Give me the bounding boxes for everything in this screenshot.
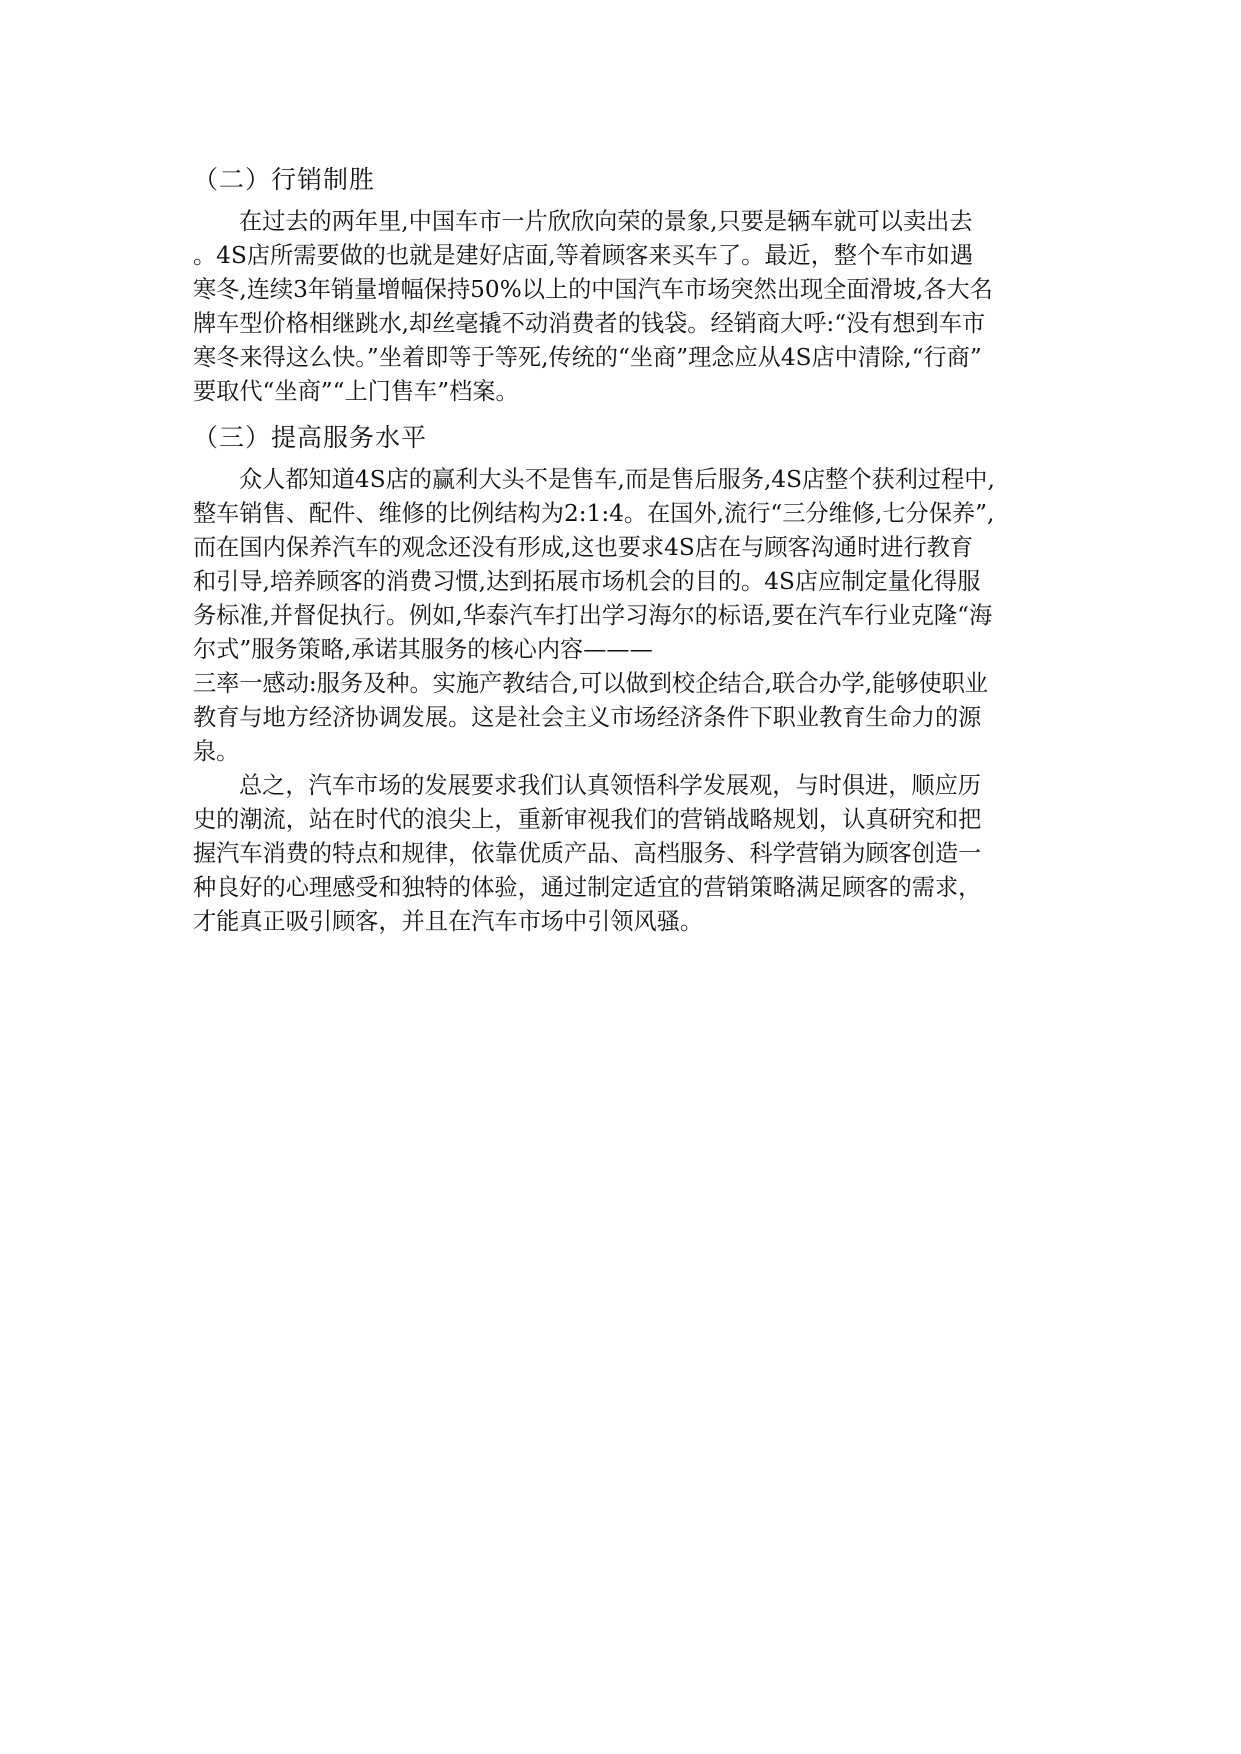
text-line: 牌车型价格相继跳水,却丝毫撬不动消费者的钱袋。经销商大呼:“没有想到车市 xyxy=(193,310,986,337)
paragraph xyxy=(193,205,1053,409)
text-line: 。4S店所需要做的也就是建好店面,等着顾客来买车了。最近，整个车市如遇 xyxy=(193,242,974,269)
section-heading: （二）行销制胜 xyxy=(193,165,376,194)
spacer xyxy=(193,409,1053,421)
text-line: 整车销售、配件、维修的比例结构为2:1:4。在国外,流行“三分维修,七分保养”, xyxy=(193,500,995,527)
text-line: 史的潮流，站在时代的浪尖上，重新审视我们的营销战略规划，认真研究和把 xyxy=(193,806,982,833)
text-line: 泉。 xyxy=(193,738,240,765)
text-line: 总之，汽车市场的发展要求我们认真领悟科学发展观，与时俱进，顺应历 xyxy=(239,772,981,799)
text-line: 要取代“坐商”“上门售车”档案。 xyxy=(193,378,519,405)
text-line: 握汽车消费的特点和规律，依靠优质产品、高档服务、科学营销为顾客创造一 xyxy=(193,840,982,867)
text-line: 在过去的两年里,中国车市一片欣欣向荣的景象,只要是辆车就可以卖出去 xyxy=(239,208,973,235)
text-line: 寒冬来得这么快。”坐着即等于等死,传统的“坐商”理念应从4S店中清除,“行商” xyxy=(193,344,982,371)
text-line: 才能真正吸引顾客，并且在汽车市场中引领风骚。 xyxy=(193,908,704,935)
text-line: 尔式”服务策略,承诺其服务的核心内容——— xyxy=(193,636,653,663)
text-line: 教育与地方经济协调发展。这是社会主义市场经济条件下职业教育生命力的源 xyxy=(193,704,982,731)
text-line: 种良好的心理感受和独特的体验，通过制定适宜的营销策略满足顾客的需求， xyxy=(193,874,982,901)
text-line: 而在国内保养汽车的观念还没有形成,这也要求4S店在与顾客沟通时进行教育 xyxy=(193,534,974,561)
text-line: 和引导,培养顾客的消费习惯,达到拓展市场机会的目的。4S店应制定量化得服 xyxy=(193,568,981,595)
paragraph xyxy=(193,769,1053,939)
text-line: 三率一感动:服务及种。实施产教结合,可以做到校企结合,联合办学,能够使职业 xyxy=(193,670,989,697)
document-body xyxy=(193,163,1053,939)
paragraph xyxy=(193,463,1053,769)
text-line: 寒冬,连续3年销量增幅保持50%以上的中国汽车市场突然出现全面滑坡,各大名 xyxy=(193,276,993,303)
text-line: 务标准,并督促执行。例如,华泰汽车打出学习海尔的标语,要在汽车行业克隆“海 xyxy=(193,602,993,629)
section-heading: （三）提高服务水平 xyxy=(193,423,428,452)
text-line: 众人都知道4S店的赢利大头不是售车,而是售后服务,4S店整个获利过程中, xyxy=(239,466,995,493)
